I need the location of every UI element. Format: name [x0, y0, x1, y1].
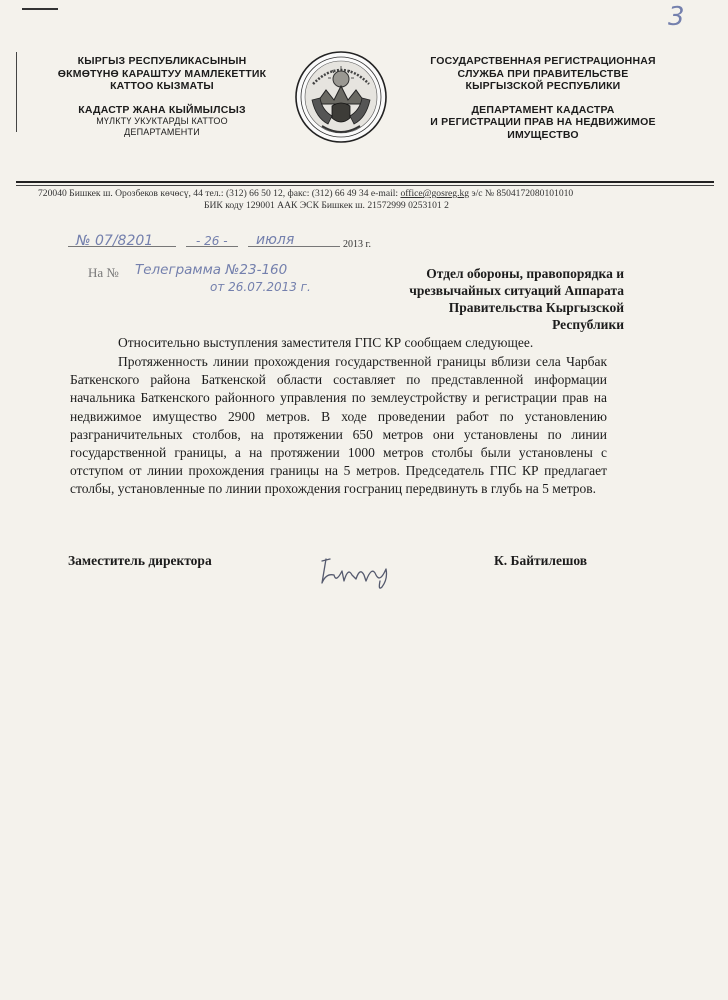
- header-left-dept-line-2: МҮЛКТҮ УКУКТАРДЫ КАТТОО: [96, 116, 228, 126]
- addressee-block: [374, 265, 624, 333]
- addressee-line-2: чрезвычайных ситуаций Аппарата: [409, 283, 624, 298]
- page-number: 3: [668, 2, 685, 32]
- email-link[interactable]: office@gosreg.kg: [400, 188, 470, 199]
- handwritten-signature-icon: [316, 553, 406, 593]
- reference-handwritten-1: Телеграмма №23-160: [135, 262, 288, 278]
- header-left-dept-line-3: ДЕПАРТАМЕНТИ: [124, 127, 200, 137]
- header-left-dept-line-1: КАДАСТР ЖАНА КЫЙМЫЛСЫЗ: [78, 103, 246, 116]
- intro-paragraph: Относительно выступления заместителя ГПС КР сообщаем следующее.: [118, 335, 534, 350]
- reference-label: На №: [88, 265, 119, 280]
- top-margin-mark: [22, 8, 58, 10]
- body-paragraph: Протяженность линии прохождения государственной границы вблизи села Чарбак Баткенского района Баткенской области составляет по представленной информации начальника Баткенского районного управления по землеустройству и регистрации прав на недвижимое имущество 2900 метров. В ходе проведении работ по установлению разграничительных столбов, на протяжении 650 метров они установлены по линии государственной границы, а на протяжении 1000 метров столбы были установлены с отступом от линии прохождения границы на 5 метров. Председатель ГПС КР предлагает столбы, установленные по линии прохождения госграниц передвинуть в глубь на 5 метров.: [70, 354, 607, 497]
- address-prefix: 720040 Бишкек ш. Орозбеков көчөсү, 44 тел.: (312) 66 50 12, факс: (312) 66 49 34 e-mail:: [38, 188, 401, 199]
- header-divider-thin: [16, 185, 714, 186]
- header-right-org-line-2: СЛУЖБА ПРИ ПРАВИТЕЛЬСТВЕ: [457, 67, 629, 80]
- header-right-russian: [392, 55, 694, 141]
- header-left-org-line-1: КЫРГЫЗ РЕСПУБЛИКАСЫНЫН: [77, 55, 247, 67]
- header-right-dept-line-1: ДЕПАРТАМЕНТ КАДАСТРА: [471, 103, 615, 116]
- signatory-name: К. Байтилешов: [494, 553, 588, 568]
- header-right-dept-line-3: ИМУЩЕСТВО: [507, 128, 579, 141]
- letterhead-address: [38, 188, 678, 211]
- header-left-kyrgyz: [28, 55, 296, 138]
- header-left-org-line-3: КАТТОО КЫЗМАТЫ: [110, 80, 214, 92]
- signatory-title: Заместитель директора: [68, 553, 212, 568]
- header-right-org-line-1: ГОСУДАРСТВЕННАЯ РЕГИСТРАЦИОННАЯ: [430, 55, 656, 67]
- addressee-line-3: Правительства Кыргызской Республики: [448, 300, 624, 332]
- outgoing-number-date: [58, 233, 398, 255]
- margin-rule: [16, 52, 17, 132]
- address-line: [38, 188, 678, 200]
- date-day: - 26 -: [196, 234, 228, 248]
- date-month: июля: [256, 232, 295, 248]
- date-year: 2013 г.: [343, 239, 371, 250]
- state-emblem-icon: [294, 50, 388, 144]
- header-right-org-line-3: КЫРГЫЗСКОЙ РЕСПУБЛИКИ: [465, 80, 621, 92]
- header-divider-thick: [16, 181, 714, 183]
- outgoing-number: № 07/8201: [76, 233, 154, 249]
- address-suffix: э/с № 8504172080101010: [469, 188, 574, 199]
- reference-handwritten-2: от 26.07.2013 г.: [210, 280, 311, 294]
- header-left-org-line-2: ӨКМӨТҮНӨ КАРАШТУУ МАМЛЕКЕТТИК: [57, 67, 267, 80]
- header-right-dept-line-2: И РЕГИСТРАЦИИ ПРАВ НА НЕДВИЖИМОЕ: [430, 116, 656, 128]
- addressee-line-1: Отдел обороны, правопорядка и: [426, 266, 624, 281]
- reference-line: [88, 262, 348, 302]
- bank-details-line: БИК коду 129001 ААК ЭСК Бишкек ш. 21572999 0253101 2: [204, 199, 449, 211]
